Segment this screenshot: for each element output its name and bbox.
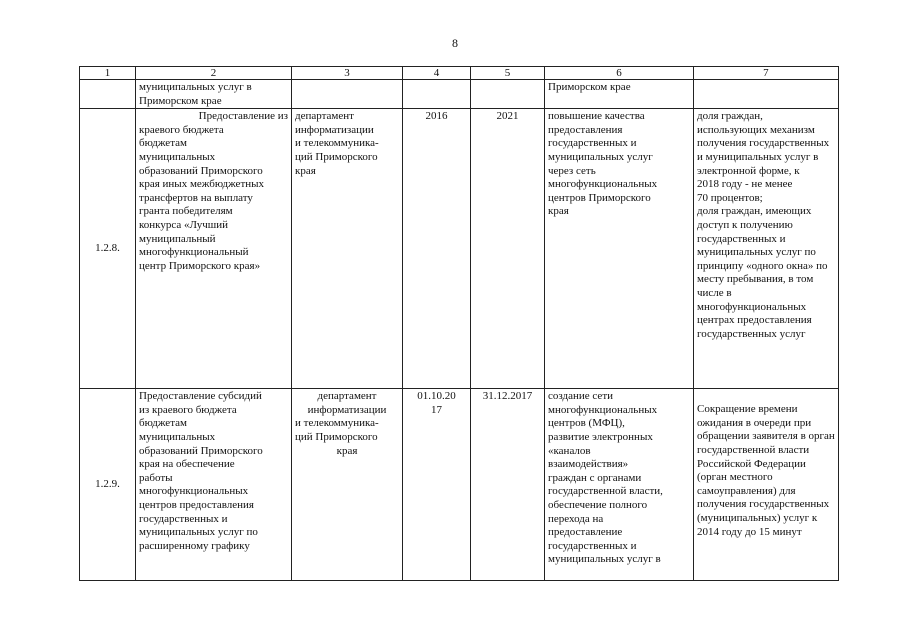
- cell-line: доступ к получению: [697, 218, 793, 231]
- start-year-cell: 2016: [403, 109, 471, 389]
- item-number-cell: 1.2.8.: [80, 109, 136, 389]
- cell-line: многофункциональных: [548, 178, 658, 191]
- cell-line: Предоставление субсидий: [139, 390, 262, 403]
- cell-line: работы: [139, 471, 173, 484]
- cell-line: ций Приморского: [295, 430, 378, 443]
- page-number: 8: [452, 36, 458, 50]
- cell-line: и телекоммуника-: [295, 417, 379, 430]
- executor-cell: [292, 389, 403, 581]
- cell-line: муниципальных услуг: [548, 150, 653, 163]
- table-row-1-2-8: [80, 109, 839, 389]
- cell-line: получения государственных: [697, 137, 830, 150]
- cell-line: образований Приморского: [139, 444, 263, 457]
- cell-line: электронной форме, к: [697, 164, 800, 177]
- cell-line: (орган местного: [697, 471, 773, 484]
- item-number-cell: [80, 80, 136, 109]
- cell-line: центрах предоставления: [697, 314, 812, 327]
- cell-line: государственных услуг: [697, 327, 806, 340]
- cell-line: центров предоставления: [139, 498, 254, 511]
- cell-line: многофункциональных: [548, 403, 658, 416]
- cell-line: обращении заявителя в орган: [697, 430, 835, 443]
- cell-line: доля граждан,: [697, 110, 763, 123]
- result-cell: [545, 109, 694, 389]
- cell-line: перехода на: [548, 512, 604, 525]
- start-cell: [403, 80, 471, 109]
- cell-line: информатизации: [295, 123, 374, 136]
- cell-line: муниципальных услуг по: [139, 526, 258, 539]
- cell-line: граждан с органами: [548, 471, 642, 484]
- cell-line: образований Приморского: [139, 164, 263, 177]
- cell-line: повышение качества: [548, 110, 645, 123]
- cell-line: департамент: [317, 390, 377, 403]
- end-year-cell: 2021: [471, 109, 545, 389]
- cell-line: 01.10.20: [417, 390, 456, 403]
- cell-line: предоставление: [548, 526, 623, 539]
- cell-line: департамент: [295, 110, 354, 123]
- cell-line: развитие электронных: [548, 430, 653, 443]
- cell-line: месту пребывания, в том: [697, 273, 814, 286]
- cell-line: ций Приморского: [295, 150, 378, 163]
- cell-line: краевого бюджета: [139, 123, 224, 136]
- indicator-cell: [694, 389, 839, 581]
- cell-line: муниципальных: [139, 430, 216, 443]
- cell-line: края иных межбюджетных: [139, 178, 265, 191]
- executor-cell: [292, 80, 403, 109]
- cell-line: ожидания в очереди при: [697, 416, 812, 429]
- executor-cell: [292, 109, 403, 389]
- cell-line: 2014 году до 15 минут: [697, 525, 802, 538]
- column-header: 1: [80, 67, 136, 80]
- column-header: 7: [694, 67, 839, 80]
- cell-line: информатизации: [307, 403, 387, 416]
- cell-line: числе в: [697, 286, 732, 299]
- column-header: 3: [292, 67, 403, 80]
- cell-line: края: [336, 444, 358, 457]
- cell-line: предоставления: [548, 123, 623, 136]
- column-header: 5: [471, 67, 545, 80]
- cell-line: и муниципальных услуг в: [697, 150, 819, 163]
- end-cell: [471, 80, 545, 109]
- cell-line: муниципальных: [139, 150, 216, 163]
- cell-line: самоуправления) для: [697, 484, 796, 497]
- cell-line: края: [548, 205, 569, 218]
- cell-line: центров (МФЦ),: [548, 417, 625, 430]
- cell-line: обеспечение полного: [548, 498, 648, 511]
- measure-cell: [136, 389, 292, 581]
- cell-line: муниципальных услуг в: [139, 81, 252, 93]
- start-date-cell: [403, 389, 471, 581]
- cell-line: взаимодействия»: [548, 458, 629, 471]
- cell-line: доля граждан, имеющих: [697, 205, 812, 218]
- cell-line: края на обеспечение: [139, 458, 235, 471]
- cell-line: многофункциональных: [697, 300, 807, 313]
- cell-line: 70 процентов;: [697, 191, 763, 204]
- cell-line: государственной власти,: [548, 485, 663, 498]
- cell-line: бюджетам: [139, 137, 187, 150]
- cell-line: муниципальных услуг в: [548, 553, 661, 566]
- cell-line: из краевого бюджета: [139, 403, 237, 416]
- table-row-1-2-9: [80, 389, 839, 581]
- cell-line: края: [295, 164, 316, 177]
- indicator-cell: [694, 80, 839, 109]
- cell-line: 2018 году - не менее: [697, 178, 793, 191]
- item-number-cell: 1.2.9.: [80, 389, 136, 581]
- cell-line: (муниципальных) услуг к: [697, 511, 818, 524]
- measure-cell: [136, 80, 292, 109]
- cell-line: муниципальный: [139, 232, 216, 245]
- cell-line: Сокращение времени: [697, 403, 798, 416]
- cell-line: «каналов: [548, 444, 591, 457]
- measure-cell: [136, 109, 292, 389]
- column-header: 6: [545, 67, 694, 80]
- cell-line: конкурса «Лучший: [139, 218, 228, 231]
- indicator-cell: [694, 109, 839, 389]
- table-row-continuation: [80, 80, 839, 109]
- header-row: [80, 67, 839, 80]
- cell-line: государственных и: [548, 539, 637, 552]
- cell-line: и телекоммуника-: [295, 137, 379, 150]
- cell-line: 17: [431, 403, 442, 416]
- cell-line: расширенному графику: [139, 539, 250, 552]
- column-header: 2: [136, 67, 292, 80]
- cell-line: Приморском крае: [548, 81, 631, 93]
- cell-line: государственных и: [139, 512, 228, 525]
- column-header: 4: [403, 67, 471, 80]
- cell-line: трансфертов на выплату: [139, 191, 253, 204]
- cell-line: многофункциональный: [139, 246, 249, 259]
- cell-line: государственной власти: [697, 443, 810, 456]
- cell-line: бюджетам: [139, 417, 187, 430]
- cell-line: многофункциональных: [139, 485, 249, 498]
- cell-line: через сеть: [548, 164, 596, 177]
- program-table: [79, 66, 839, 581]
- cell-line: использующих механизм: [697, 123, 815, 136]
- cell-line: создание сети: [548, 390, 614, 403]
- cell-line: центр Приморского края»: [139, 259, 261, 272]
- cell-line: Российской Федерации: [697, 457, 806, 470]
- cell-line: государственных и: [548, 137, 637, 150]
- end-date-cell: 31.12.2017: [471, 389, 545, 581]
- cell-line: Приморском крае: [139, 94, 222, 107]
- result-cell: [545, 389, 694, 581]
- cell-line: центров Приморского: [548, 191, 651, 204]
- cell-line: получения государственных: [697, 498, 830, 511]
- cell-line: принципу «одного окна» по: [697, 259, 828, 272]
- result-cell: [545, 80, 694, 109]
- cell-line: гранта победителям: [139, 205, 233, 218]
- cell-line: государственных и: [697, 232, 786, 245]
- cell-line: Предоставление из: [198, 110, 288, 123]
- cell-line: муниципальных услуг по: [697, 246, 816, 259]
